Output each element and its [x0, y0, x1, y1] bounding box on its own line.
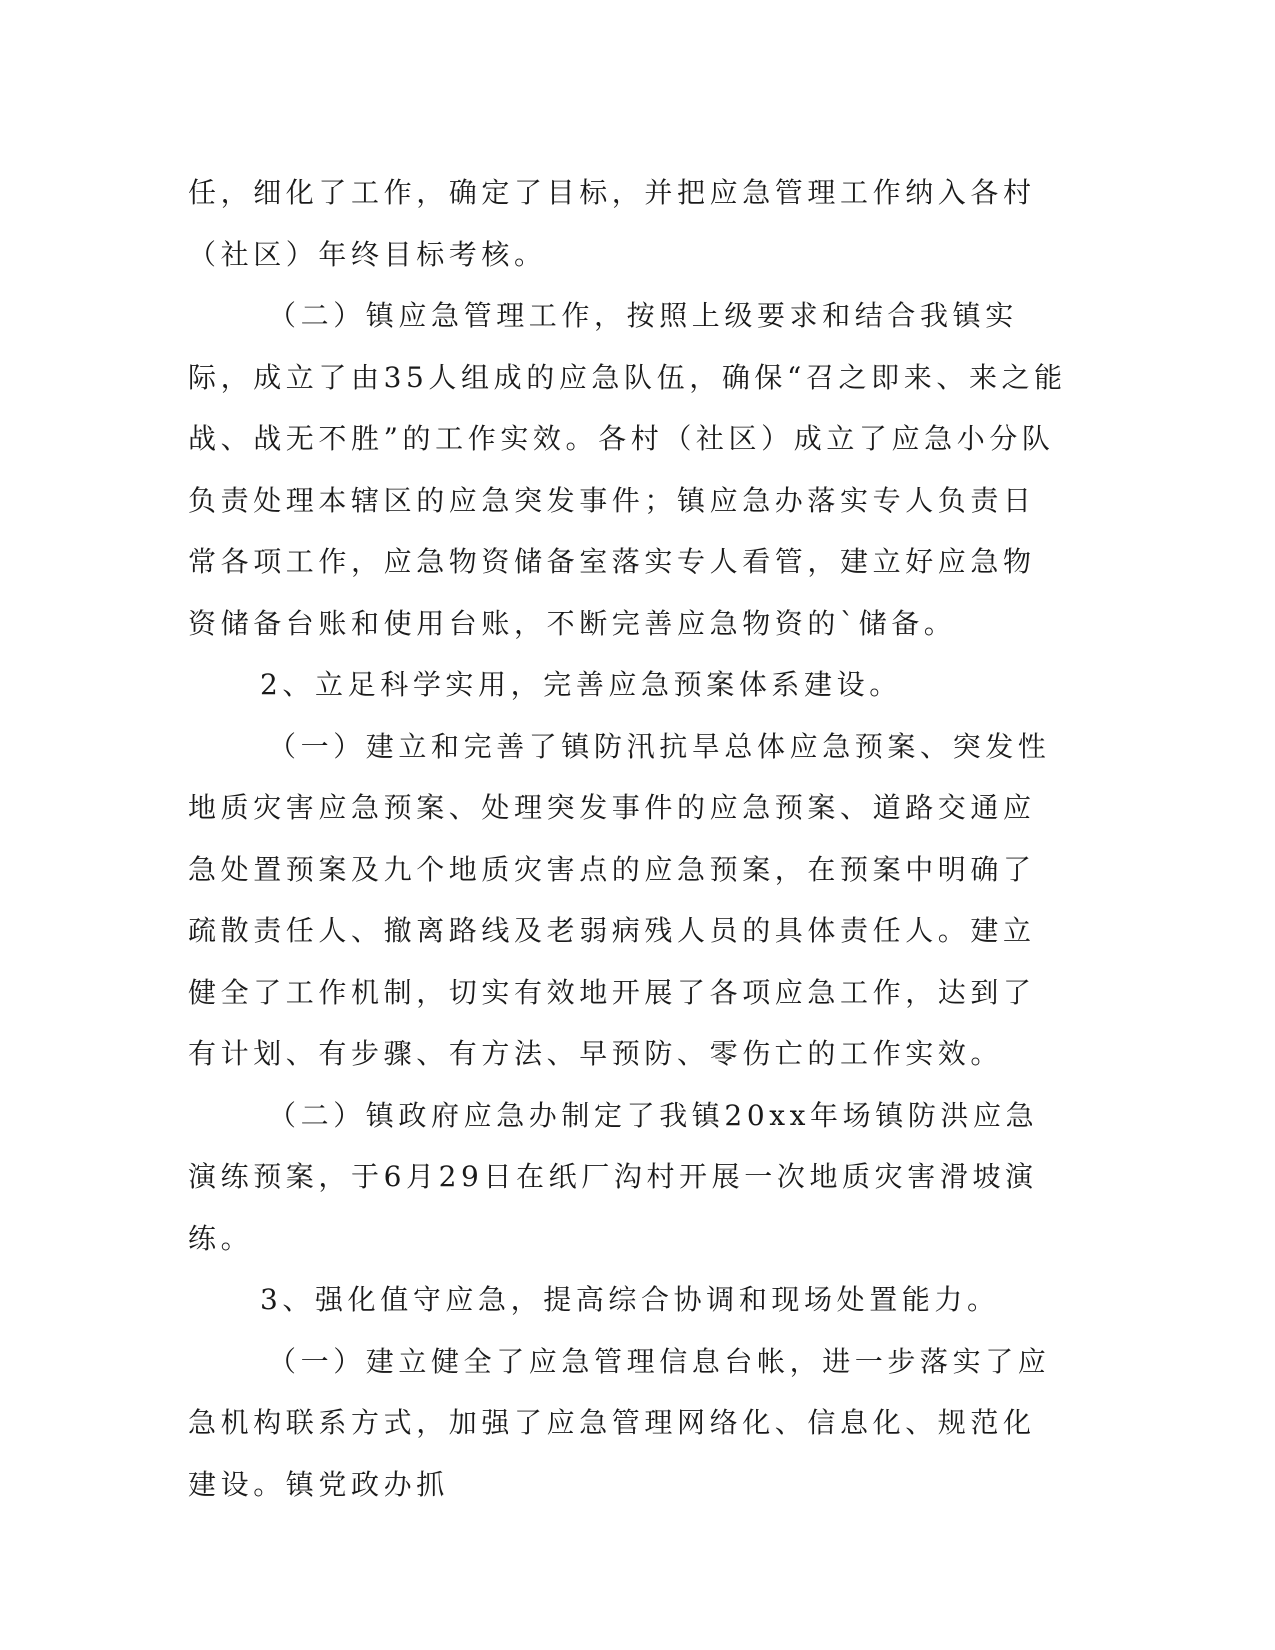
section-heading-3: 3、强化值守应急，提高综合协调和现场处置能力。: [260, 1283, 1000, 1316]
paragraph-emergency-team: （二）镇应急管理工作，按照上级要求和结合我镇实际，成立了由35人组成的应急队伍，确保“召之即来、来之能战、战无不胜”的工作实效。各村（社区）成立了应急小分队负责处理本辖区的应急突发事件；镇应急办落实专人负责日常各项工作，应急物资储备室落实专人看管，建立好应急物资储备台账和使用台账，不断完善应急物资的`储备。: [188, 299, 1067, 640]
paragraph-continued: 任，细化了工作，确定了目标，并把应急管理工作纳入各村（社区）年终目标考核。: [188, 176, 1036, 271]
paragraph-drill: （二）镇政府应急办制定了我镇20xx年场镇防洪应急演练预案，于6月29日在纸厂沟村开展一次地质灾害滑坡演练。: [188, 1098, 1039, 1255]
paragraph-info-ledger: （一）建立健全了应急管理信息台帐，进一步落实了应急机构联系方式，加强了应急管理网络化、信息化、规范化建设。镇党政办抓: [188, 1344, 1051, 1501]
document-body: [188, 162, 1068, 1515]
section-heading-2: 2、立足科学实用，完善应急预案体系建设。: [260, 668, 902, 701]
paragraph-emergency-plans: （一）建立和完善了镇防汛抗旱总体应急预案、突发性地质灾害应急预案、处理突发事件的应急预案、道路交通应急处置预案及九个地质灾害点的应急预案，在预案中明确了疏散责任人、撤离路线及老弱病残人员的具体责任人。建立健全了工作机制，切实有效地开展了各项应急工作，达到了有计划、有步骤、有方法、早预防、零伤亡的工作实效。: [188, 729, 1051, 1070]
